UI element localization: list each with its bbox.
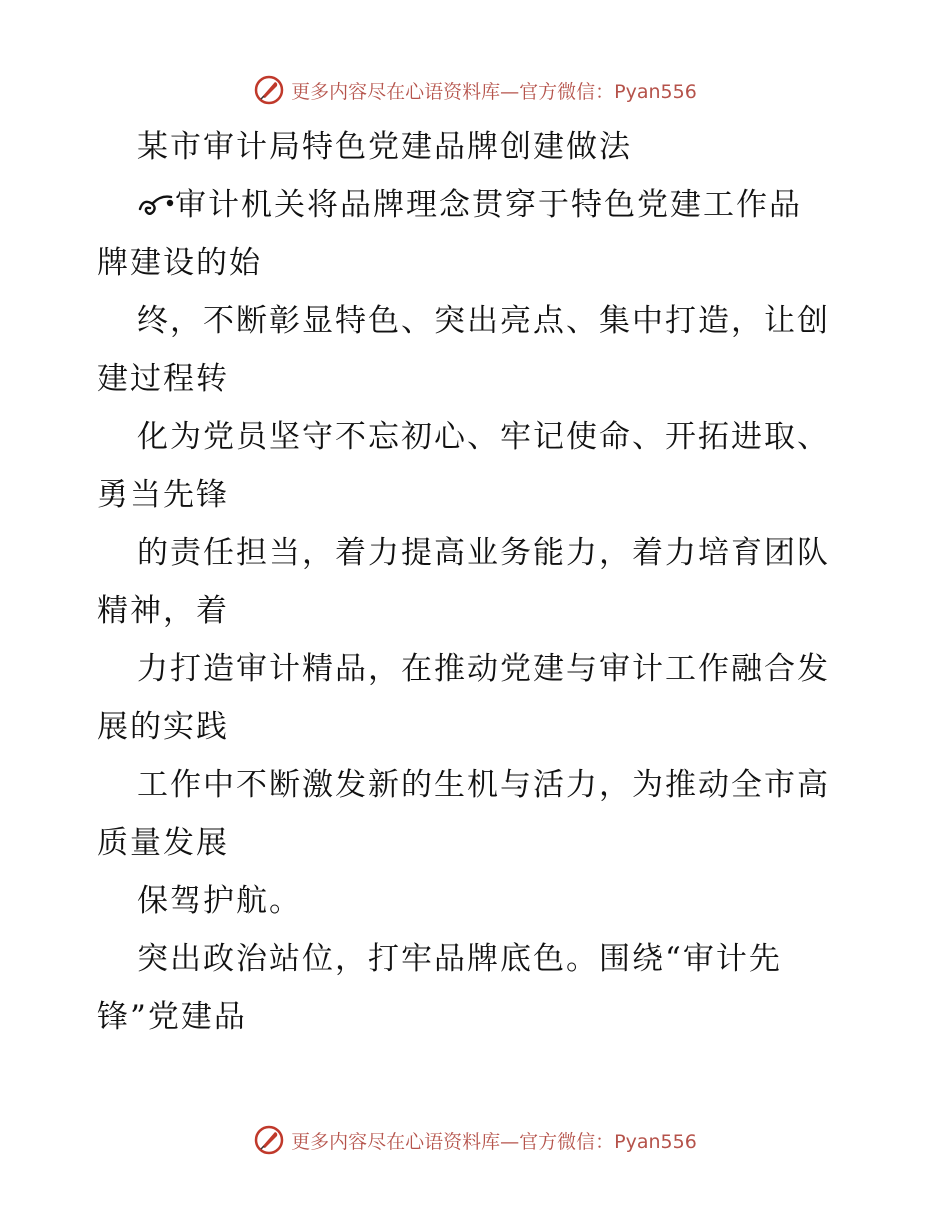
paragraph-line-4: 建过程转	[97, 361, 229, 397]
paragraph-text: 审计机关将品牌理念贯穿于特色党建工作品	[175, 187, 802, 223]
paragraph-line-5: 化为党员坚守不忘初心、牢记使命、开拓进取、	[137, 419, 830, 455]
paragraph-line-12: 质量发展	[97, 825, 229, 861]
paragraph-line-14: 突出政治站位，打牢品牌底色。围绕“审计先	[137, 941, 782, 977]
document-body	[97, 118, 857, 1046]
watermark-group	[253, 74, 697, 106]
watermark-text	[291, 77, 697, 104]
quill-logo-icon	[253, 74, 285, 106]
watermark-handle: Pyan556	[614, 80, 697, 103]
paragraph-line-1	[97, 176, 857, 234]
paragraph-line-2: 牌建设的始	[97, 245, 262, 281]
swirl-bullet-icon	[137, 189, 175, 219]
watermark-label: 更多内容尽在心语资料库—官方微信：	[291, 1130, 615, 1153]
document-title: 某市审计局特色党建品牌创建做法	[137, 129, 632, 165]
paragraph-line-6: 勇当先锋	[97, 477, 229, 513]
footer-watermark	[0, 1120, 950, 1160]
watermark-text	[291, 1127, 697, 1154]
watermark-handle: Pyan556	[614, 1130, 697, 1153]
header-watermark	[0, 70, 950, 110]
paragraph-line-9: 力打造审计精品，在推动党建与审计工作融合发	[137, 651, 830, 687]
paragraph-line-10: 展的实践	[97, 709, 229, 745]
paragraph-line-7: 的责任担当，着力提高业务能力，着力培育团队	[137, 535, 830, 571]
watermark-group	[253, 1124, 697, 1156]
paragraph-line-8: 精神，着	[97, 593, 229, 629]
paragraph-line-11: 工作中不断激发新的生机与活力，为推动全市高	[137, 767, 830, 803]
paragraph-line-3: 终，不断彰显特色、突出亮点、集中打造，让创	[137, 303, 830, 339]
paragraph-line-15: 锋”党建品	[97, 999, 247, 1035]
quill-logo-icon	[253, 1124, 285, 1156]
paragraph-line-13: 保驾护航。	[137, 883, 302, 919]
watermark-label: 更多内容尽在心语资料库—官方微信：	[291, 80, 615, 103]
